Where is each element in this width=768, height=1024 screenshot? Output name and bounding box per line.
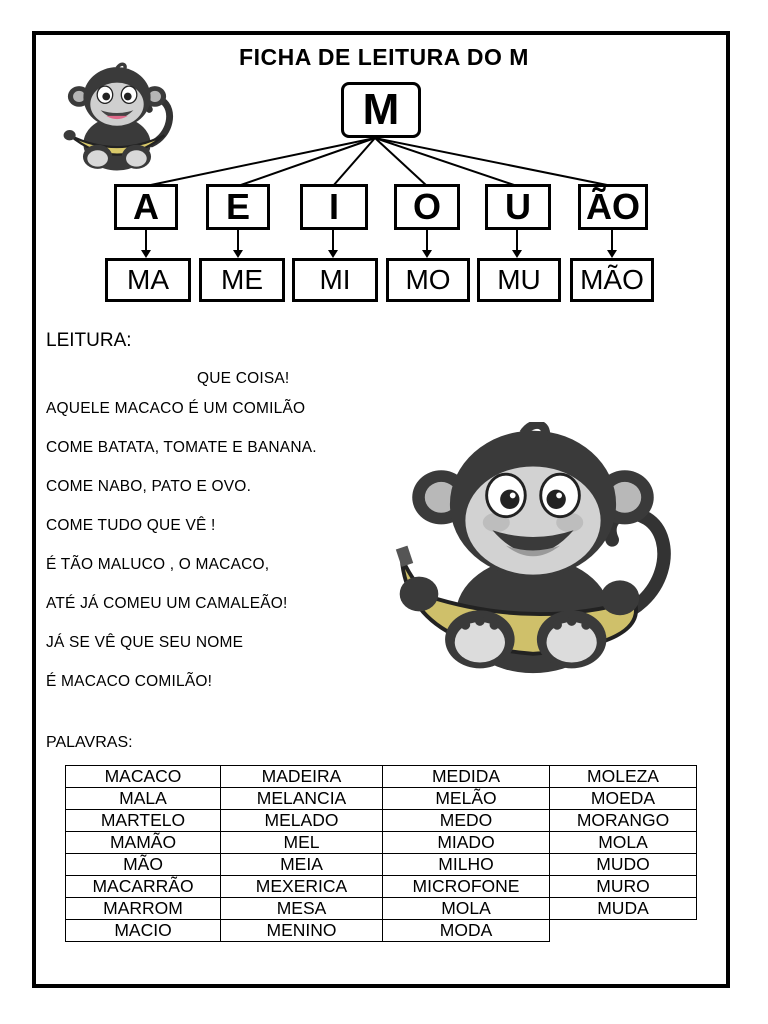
poem-line: JÁ SE VÊ QUE SEU NOME <box>46 634 244 651</box>
poem-line: AQUELE MACACO É UM COMILÃO <box>46 400 306 417</box>
table-cell: MAMÃO <box>66 832 221 854</box>
words-label: PALAVRAS: <box>46 734 133 751</box>
table-row <box>66 810 697 832</box>
table-row <box>66 766 697 788</box>
table-cell: MEIA <box>221 854 383 876</box>
poem-title: QUE COISA! <box>197 370 290 387</box>
reading-label: LEITURA: <box>46 330 132 351</box>
syllable-box-mi: MI <box>292 258 378 302</box>
table-row <box>66 876 697 898</box>
vowel-box-a: A <box>114 184 178 230</box>
syllable-box-ma: MA <box>105 258 191 302</box>
table-cell: MICROFONE <box>383 876 550 898</box>
table-cell: MADEIRA <box>221 766 383 788</box>
table-cell: MEDO <box>383 810 550 832</box>
poem-line: ATÉ JÁ COMEU UM CAMALEÃO! <box>46 595 288 612</box>
vowel-box-e: E <box>206 184 270 230</box>
table-cell: MACIO <box>66 920 221 942</box>
table-cell: MEXERICA <box>221 876 383 898</box>
syllable-box-me: ME <box>199 258 285 302</box>
table-cell: MEDIDA <box>383 766 550 788</box>
poem-line: COME NABO, PATO E OVO. <box>46 478 252 495</box>
syllable-box-mu: MU <box>477 258 561 302</box>
table-cell: MELÃO <box>383 788 550 810</box>
table-cell: MELANCIA <box>221 788 383 810</box>
table-cell: MOLA <box>383 898 550 920</box>
large-monkey-icon <box>388 422 678 678</box>
poem-line: É MACACO COMILÃO! <box>46 673 213 690</box>
table-row <box>66 898 697 920</box>
vowel-box-o: O <box>394 184 460 230</box>
table-cell: MOLEZA <box>550 766 697 788</box>
table-cell: MIADO <box>383 832 550 854</box>
table-cell: MODA <box>383 920 550 942</box>
table-cell: MELADO <box>221 810 383 832</box>
table-cell-empty <box>550 920 697 942</box>
table-cell: MENINO <box>221 920 383 942</box>
table-cell: MOEDA <box>550 788 697 810</box>
poem-line: COME BATATA, TOMATE E BANANA. <box>46 439 317 456</box>
table-cell: MUDO <box>550 854 697 876</box>
table-row <box>66 854 697 876</box>
table-row <box>66 788 697 810</box>
table-cell: MARTELO <box>66 810 221 832</box>
table-cell: MEL <box>221 832 383 854</box>
vowel-box-ao: ÃO <box>578 184 648 230</box>
page-title: FICHA DE LEITURA DO M <box>239 44 529 70</box>
syllable-box-mo: MO <box>386 258 470 302</box>
table-cell: MARROM <box>66 898 221 920</box>
table-cell: MILHO <box>383 854 550 876</box>
table-cell: MORANGO <box>550 810 697 832</box>
vowel-box-i: I <box>300 184 368 230</box>
syllable-box-mao: MÃO <box>570 258 654 302</box>
table-row <box>66 832 697 854</box>
vowel-box-u: U <box>485 184 551 230</box>
table-row <box>66 920 697 942</box>
table-cell: MOLA <box>550 832 697 854</box>
poem-line: É TÃO MALUCO , O MACACO, <box>46 556 270 573</box>
table-cell: MÃO <box>66 854 221 876</box>
words-table <box>65 765 697 942</box>
table-cell: MALA <box>66 788 221 810</box>
table-cell: MESA <box>221 898 383 920</box>
table-cell: MURO <box>550 876 697 898</box>
table-cell: MUDA <box>550 898 697 920</box>
consonant-box: M <box>341 82 421 138</box>
poem-line: COME TUDO QUE VÊ ! <box>46 517 216 534</box>
table-cell: MACARRÃO <box>66 876 221 898</box>
table-cell: MACACO <box>66 766 221 788</box>
